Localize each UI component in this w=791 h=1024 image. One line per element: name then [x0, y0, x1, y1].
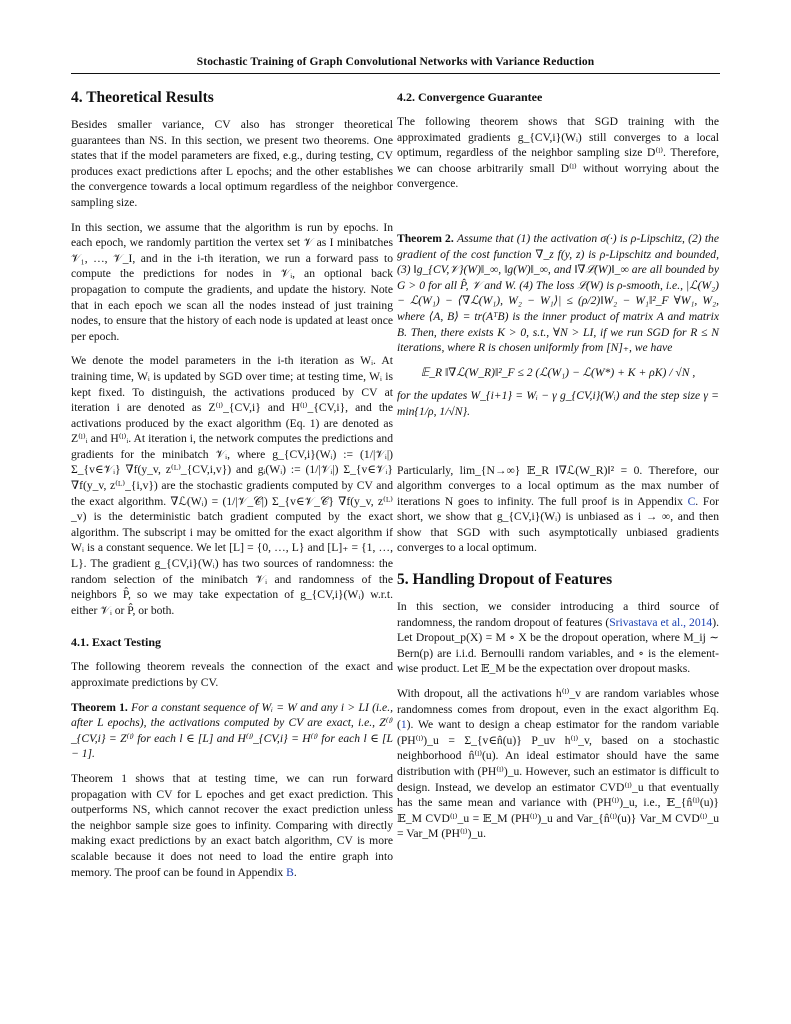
theorem-2-tail — [397, 388, 719, 419]
theorem-1-discussion-text: Theorem 1 shows that at testing time, we can run forward propagation with CV for L epoches and get exact prediction. This outperforms NS, which cannot recover the exact prediction unless the neighbor sample size goes to infinity. Comparing with directly making exact predictions by an exact batch algorithm, CV is more scalable because it does not need to load the entire graph into memory. The proof can be found in Appendix — [71, 771, 393, 879]
subsection-4-2-heading: 4.2. Convergence Guarantee — [397, 90, 543, 104]
paragraph-convergence-discussion — [397, 463, 719, 557]
theorem-2-equation: 𝔼_R ‖∇ℒ(W_R)‖²_F ≤ 2 (ℒ(W₁) − ℒ(W*) + K + ρK) / √N , — [420, 365, 696, 379]
theorem-1-statement: For a constant sequence of Wᵢ = W and any i > LI (i.e., after L epochs), the activations computed by CV are exact, i.e., Z⁽ˡ⁾_{CV,i} = Z⁽ˡ⁾ for each l ∈ [L] and H⁽ˡ⁾_{CV,i} = H⁽ˡ⁾ for each l ∈ [L − 1]. — [71, 700, 393, 761]
theorem-2 — [397, 231, 719, 356]
running-header: Stochastic Training of Graph Convolutional Networks with Variance Reduction — [196, 56, 595, 68]
paragraph-dropout-intro — [397, 599, 719, 677]
theorem-1-discussion-end: . — [293, 865, 297, 879]
appendix-b-link[interactable]: B — [286, 865, 294, 879]
left-column — [71, 84, 393, 889]
paragraph-convergence-intro: The following theorem shows that SGD training with the approximated gradients g_{CV,i}(Wᵢ) still converges to a local optimum, regardless of the neighbor sampling size D⁽ˡ⁾. Therefore, we can choose arbitrarily small D⁽ˡ⁾ without worrying about the convergence. — [397, 115, 719, 191]
paragraph-notation: We denote the model parameters in the i-th iteration as Wᵢ. At training time, Wᵢ is updated by SGD over time; at testing time, Wᵢ is kept fixed. To distinguish, the activations produced by CV at iteration i are denoted as Z⁽ˡ⁾_{CV,i} and H⁽ˡ⁾_{CV,i}, and the activations produced by the exact algorithm (Eq. 1) are denoted as Z⁽ˡ⁾ᵢ and H⁽ˡ⁾ᵢ. At iteration i, the network computes the predictions and gradients for the minibatch 𝒱ᵢ, where g_{CV,i}(Wᵢ) := (1/|𝒱ᵢ|) Σ_{v∈𝒱ᵢ} ∇f(y_v, z⁽ᴸ⁾_{CV,i,v}) and gᵢ(Wᵢ) := (1/|𝒱ᵢ|) Σ_{v∈𝒱ᵢ} ∇f(y_v, z⁽ᴸ⁾_{i,v}) are the stochastic gradients computed by CV and the exact algorithm. ∇ℒ(Wᵢ) = (1/|𝒱_𝒞|) Σ_{v∈𝒱_𝒞} ∇f(y_v, z⁽ᴸ⁾_v) is the deterministic batch gradient computed by the exact algorithm. The subscript i may be omitted for the exact algorithm if Wᵢ is a constant sequence. We let [L] = {0, …, L} and [L]₊ = {1, …, L}. The gradient g_{CV,i}(Wᵢ) has two sources of randomness: the random selection of the minibatch 𝒱ᵢ and randomness of the neighbors P̂, so we may take expectation of g_{CV,i}(Wᵢ) w.r.t. either 𝒱ᵢ or P̂, or both. — [71, 354, 393, 617]
right-column — [397, 84, 719, 851]
convergence-discussion-text: Particularly, lim_{N→∞} 𝔼_R ‖∇ℒ(W_R)‖² = 0. Therefore, our algorithm converges to a local optimum as the max number of iterations N goes to infinity. The full proof is in Appendix — [397, 463, 719, 508]
appendix-c-link[interactable]: C — [687, 494, 696, 508]
paragraph-dropout-estimator — [397, 686, 719, 842]
paragraph-setup: In this section, we assume that the algorithm is run by epochs. In each epoch, we randomly partition the vertex set 𝒱 as I minibatches 𝒱₁, …, 𝒱_I, and in the i-th iteration, we run a forward pass to compute the predictions for nodes in 𝒱ᵢ, an optional back propagation to compute the gradients, and update the history. Note that in each epoch we scan all the nodes instead of just training nodes, to ensure that the history of each node is updated at least once per epoch. — [71, 220, 393, 343]
section-4-heading: 4. Theoretical Results — [71, 89, 214, 106]
convergence-discussion-rest: . For short, we show that g_{CV,i}(Wᵢ) is unbiased as i → ∞, and then show that SGD with such asymptotically unbiased gradients converges to a local optimum. — [397, 494, 719, 555]
dropout-intro-rest: ). Let Dropout_p(X) = M ∘ X be the dropout operation, where M_ij ∼ Bern(p) are i.i.d. Bernoulli random variables, and ∘ is the element-wise product. Let 𝔼_M be the expectation over dropout masks. — [397, 615, 719, 676]
theorem-1-label: Theorem 1. — [71, 700, 128, 714]
paragraph-exact-testing: The following theorem reveals the connection of the exact and approximate predictions by CV. — [71, 660, 393, 689]
dropout-estimator-rest: ). We want to design a cheap estimator for the random variable (PH⁽ˡ⁾)_u = Σ_{v∈n̂(u)} P_uv h⁽ˡ⁾_v, based on a stochastic neighborhood n̂⁽ˡ⁾(u). An ideal estimator should have the same distribution with (PH⁽ˡ⁾)_u. However, such an estimator is difficult to design. Instead, we develop an estimator CVD⁽ˡ⁾_u that eventually has the same mean and variance with (PH⁽ˡ⁾)_u, i.e., 𝔼_{n̂⁽ˡ⁾(u)} 𝔼_M CVD⁽ˡ⁾_u = 𝔼_M (PH⁽ˡ⁾)_u and Var_{n̂⁽ˡ⁾(u)} Var_M CVD⁽ˡ⁾_u = Var_M (PH⁽ˡ⁾)_u. — [397, 718, 719, 841]
dropout-intro-text: In this section, we consider introducing a third source of randomness, the random dropout of features ( — [397, 600, 719, 629]
theorem-2-statement: Assume that (1) the activation σ(·) is ρ-Lipschitz, (2) the gradient of the cost function ∇_z f(y, z) is ρ-Lipschitz and bounded, (3) ‖g_{CV,𝒱}(W)‖_∞, ‖g(W)‖_∞, and ‖∇ℒ(W)‖_∞ are all bounded by G > 0 for all P̂, 𝒱 and W. (4) The loss ℒ(W) is ρ-smooth, i.e., |ℒ(W₂) − ℒ(W₁) − ⟨∇ℒ(W₁), W₂ − W₁⟩| ≤ (ρ/2)‖W₂ − W₁‖²_F ∀W₁, W₂, where ⟨A, B⟩ = tr(AᵀB) is the inner product of matrix A and matrix B. Then, there exists K > 0, s.t., ∀N > LI, if we run SGD for R ≤ N iterations, where R is chosen uniformly from [N]₊, we have — [397, 231, 719, 355]
srivastava-citation-link[interactable]: Srivastava et al., 2014 — [609, 615, 713, 629]
paragraph-theorem-1-discussion — [71, 771, 393, 880]
theorem-2-update-rule: for the updates W_{i+1} = Wᵢ − γ g_{CV,i}(Wᵢ) and the step size γ = min{1/ρ, 1/√N}. — [397, 389, 719, 418]
theorem-2-label: Theorem 2. — [397, 231, 454, 245]
paragraph-intro: Besides smaller variance, CV also has stronger theoretical guarantees than NS. In this section, we present two theorems. One states that if the model parameters are fixed, e.g., during testing, CV produces exact predictions after L epochs; and the other establishes the convergence towards a local optimum regardless of the neighbor sampling size. — [71, 118, 393, 209]
section-5-heading: 5. Handling Dropout of Features — [397, 571, 613, 589]
dropout-estimator-text: With dropout, all the activations h⁽ˡ⁾_v are random variables whose randomness comes from dropout, even in the exact algorithm Eq. ( — [397, 687, 719, 732]
equation-1-link[interactable]: 1 — [400, 718, 407, 732]
subsection-4-1-heading: 4.1. Exact Testing — [71, 635, 162, 650]
theorem-1 — [71, 700, 393, 762]
header-rule — [71, 73, 720, 74]
